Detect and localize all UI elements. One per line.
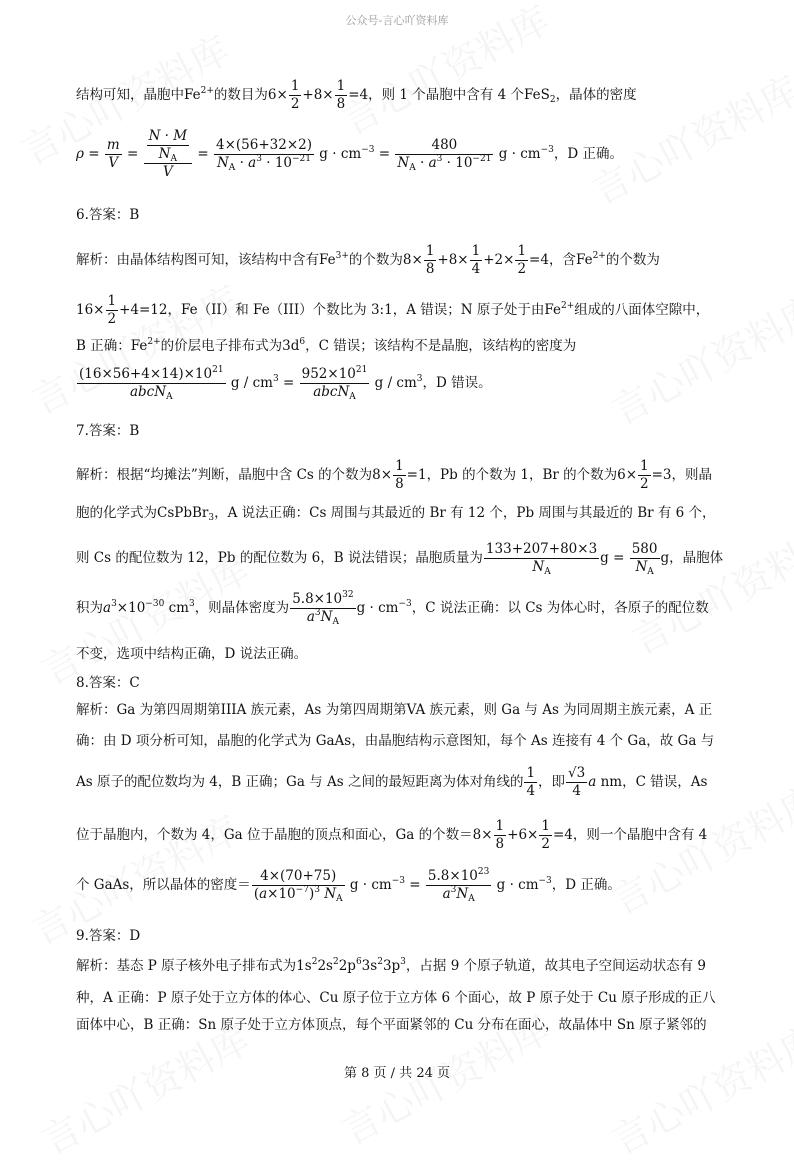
q6-line-3: B 正确：$Fe^{2+}$的价层电子排布式为$3d^6$，C 错误；该结构不是晶胞，该结构的密度为: [76, 337, 577, 354]
q6-line-2: 16× $\frac{1}{2}$ +4=12，Fe（II）和 Fe（III）个数比为 3:1，A 错误；N 原子处于由$Fe^{2+}$组成的八面体空隙中，: [76, 293, 710, 327]
q7-line-1: 解析：根据“均摊法”判断，晶胞中含 Cs 的个数为8× $\frac{1}{8}$ =1，Pb 的个数为 1，Br 的个数为6× $\frac{1}{2}$ =3，则晶: [76, 458, 713, 492]
page-footer: 第 8 页 / 共 24 页: [344, 1066, 450, 1081]
q8-line-4: 位于晶胞内，个数为 4，Ga 位于晶胞的顶点和面心，Ga 的个数＝8× $\frac{1}{8}$ +6× $\frac{1}{2}$ =4，则一个晶胞中含有 4: [76, 818, 708, 852]
q8-line-5: 个 GaAs，所以晶体的密度＝ $\frac{4\times(70+75)}{(a\times 10^{-7})^3 N_A}$ $g \cdot cm^{-3}$ = $\frac{5.8\times 10^{23}}{a^3N_A}$ $g \cdot cm^{-3}$，D 正确。: [76, 867, 621, 904]
q8-line-1: 解析：Ga 为第四周期第IIIA 族元素，As 为第四周期第VA 族元素，则 Ga 与 As 为同周期主族元素，A 正: [76, 702, 713, 718]
q6-answer: 6.答案：B: [76, 207, 140, 223]
q8-line-2: 确：由 D 项分析可知，晶胞的化学式为 GaAs，由晶胞结构示意图知，每个 As 连接有 4 个 Ga，故 Ga 与: [76, 733, 715, 749]
q5-density-formula: ρ = $\frac{m}{V}$ = $\frac{\frac{N \cdot M}{N_A}}{V}$ = $\frac{4\times(56+32\times 2)}{N_A \cdot a^3 \cdot 10^{-21}}$ $g \cdot cm^{-3}$ = $\frac{480}{N_A \cdot a^3 \cdot 10^{-21}}$ $g \cdot cm^{-3}$，D 正确。: [76, 128, 624, 180]
q9-line-2: 种，A 正确：P 原子处于立方体的体心、Cu 原子位于立方体 6 个面心，故 P 原子处于 Cu 原子形成的正八: [76, 990, 716, 1006]
watermark: [620, 510, 794, 666]
page-header: 公众号-言心吖资料库: [345, 14, 449, 27]
q8-answer: 8.答案：C: [76, 675, 140, 691]
q6-line-1: 解析：由晶体结构图可知，该结构中含有$Fe^{3+}$的个数为8× $\frac{1}{8}$ +8× $\frac{1}{4}$ +2× $\frac{1}{2}$ =4，含$Fe^{2+}$的个数为: [76, 243, 660, 277]
q7-line-3: 则 Cs 的配位数为 12，Pb 的配位数为 6，B 说法错误；晶胞质量为 $\frac{133+207+80\times 3}{N_A}$ g = $\frac{580}{N_A}$ g，晶胞体: [76, 541, 724, 577]
q9-line-3: 面体中心，B 正确：Sn 原子处于立方体顶点，每个平面紧邻的 Cu 分布在面心，故晶体中 Sn 原子紧邻的: [76, 1017, 707, 1033]
q6-line-4: $\frac{(16\times 56+4\times 14)\times 10^{21}}{abcN_A}$ g / $cm^3$ = $\frac{952\times 10^{21}}{abcN_A}$ g / $cm^3$，D 错误。: [79, 365, 492, 402]
q9-answer: 9.答案：D: [76, 928, 141, 944]
q7-line-5: 不变，选项中结构正确，D 说法正确。: [76, 646, 308, 662]
q8-line-3: As 原子的配位数均为 4，B 正确；Ga 与 As 之间的最短距离为体对角线的 $\frac{1}{4}$ ，即 $\frac{√3}{4}$ a nm，C 错误，As: [76, 765, 708, 799]
q5-line-1: 结构可知，晶胞中$Fe^{2+}$的数目为6× $\frac{1}{2}$ +8× $\frac{1}{8}$ =4，则 1 个晶胞中含有 4 个FeS$_2$，晶体的密度: [76, 78, 637, 112]
q7-answer: 7.答案：B: [76, 423, 140, 439]
q7-line-4: 积为$a^3\times 10^{-30}$ $cm^3$，则晶体密度为 $\frac{5.8\times 10^{32}}{a^3N_A}$ $g \cdot cm^{-3}$，C 说法正确：以 Cs 为体心时，各原子的配位数: [76, 590, 709, 627]
q7-line-2: 胞的化学式为CsPbBr$_3$，A 说法正确：Cs 周围与其最近的 Br 有 12 个，Pb 周围与其最近的 Br 有 6 个，: [76, 505, 716, 523]
q9-line-1: 解析：基态 P 原子核外电子排布式为$1s^22s^22p^63s^23p^3$，占据 9 个原子轨道，故其电子空间运动状态有 9: [76, 957, 706, 974]
